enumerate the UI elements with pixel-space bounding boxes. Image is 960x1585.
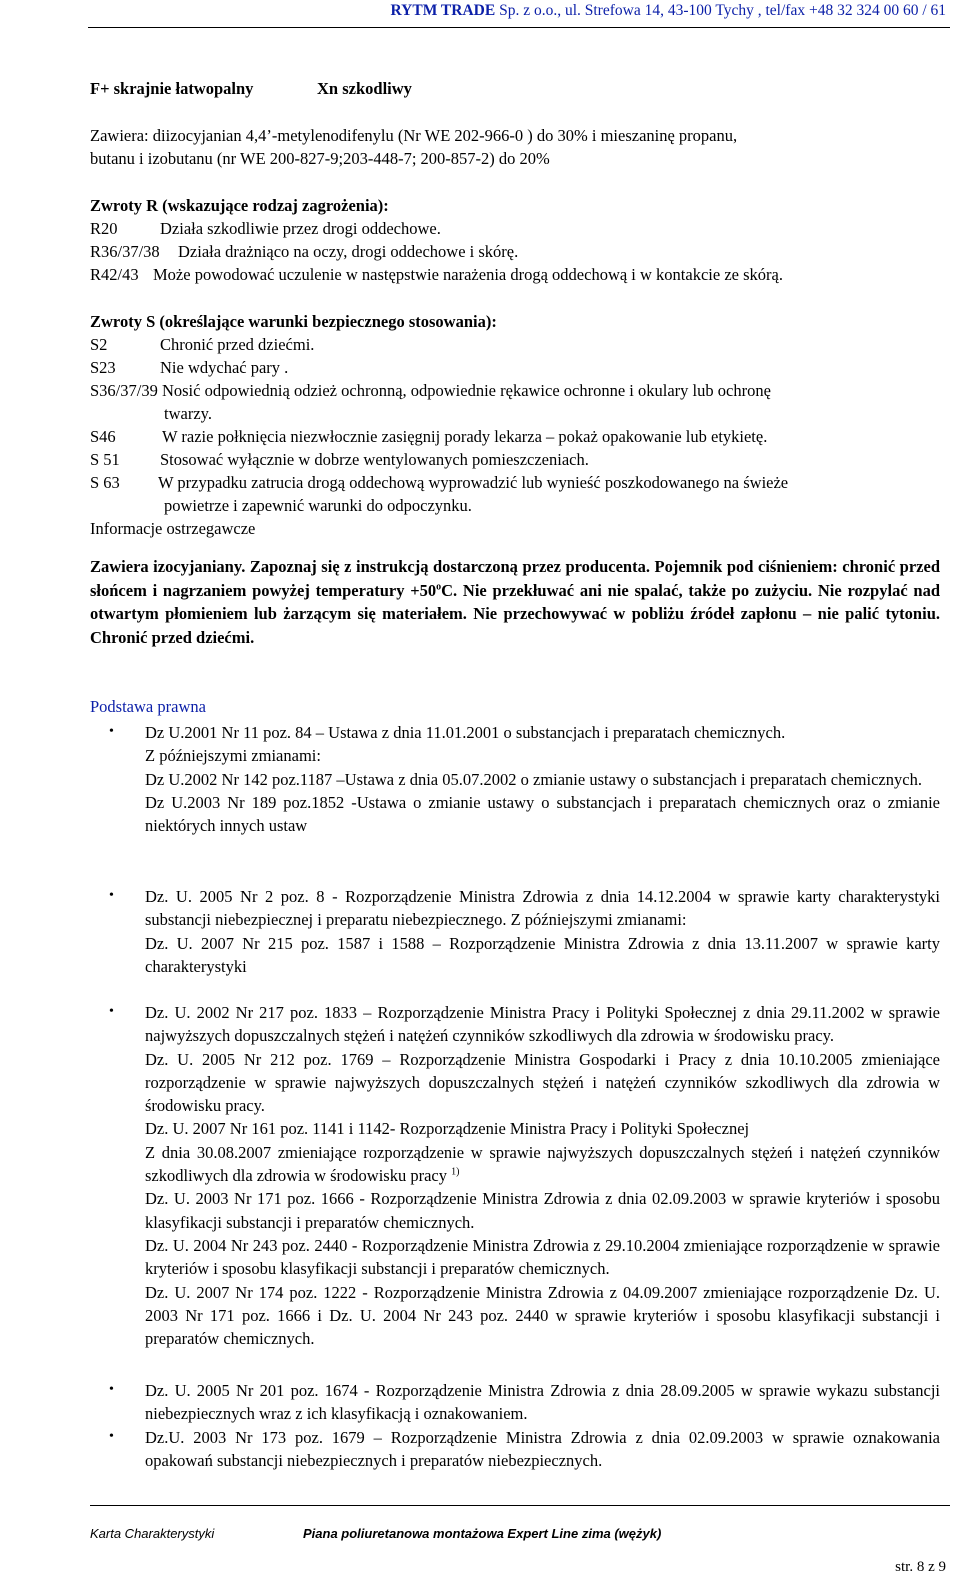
legal-text: Z późniejszymi zmianami: <box>145 746 321 766</box>
legal-item-3 <box>145 1001 940 1350</box>
warning-paragraph <box>90 555 940 649</box>
r-phrase-row <box>90 265 783 285</box>
legal-text: Dz. U. 2007 Nr 215 poz. 1587 i 1588 – Rozporządzenie Ministra Zdrowia z dnia 13.11.2007 w sprawie karty charakterystyki <box>145 933 940 976</box>
warning-heading: Informacje ostrzegawcze <box>90 519 256 538</box>
s-phrase-code: S46 <box>90 427 116 446</box>
legal-item-1 <box>145 721 940 837</box>
footer-product-name: Piana poliuretanowa montażowa Expert Line zima (wężyk) <box>303 1526 662 1541</box>
s-phrase-text: Chronić przed dziećmi. <box>160 335 315 354</box>
page-number: str. 8 z 9 <box>895 1559 946 1575</box>
header-company: RYTM TRADE <box>390 2 496 19</box>
r-phrase-row <box>90 219 441 239</box>
legal-text: Dz. U. 2002 Nr 217 poz. 1833 – Rozporządzenie Ministra Pracy i Polityki Społecznej z dnia 29.11.2002 w sprawie najwyższych dopuszczalnych stężeń i natężeń czynników szkodliwych dla zdrowia w środowisku pracy. <box>145 1003 940 1046</box>
s-phrase-text: Nie wdychać pary . <box>160 358 289 377</box>
s-phrase-text: W przypadku zatrucia drogą oddechową wyprowadzić lub wynieść poszkodowanego na świeże <box>158 473 789 492</box>
bullet-icon: • <box>109 1429 114 1444</box>
s-phrase-row <box>90 473 788 493</box>
s-phrases-heading: Zwroty S (określające warunki bezpiecznego stosowania): <box>90 312 497 331</box>
legal-item-5 <box>145 1426 940 1473</box>
legal-text: Dz. U. 2004 Nr 243 poz. 2440 - Rozporządzenie Ministra Zdrowia z 29.10.2004 zmieniające rozporządzenie w sprawie kryteriów i sposobu klasyfikacji substancji i preparatów chemicznych. <box>145 1235 940 1279</box>
s-phrase-text: W razie połknięcia niezwłocznie zasięgnij porady lekarza – pokaż opakowanie lub etykietę. <box>162 427 768 446</box>
header-address: Sp. z o.o., ul. Strefowa 14, 43-100 Tychy , tel/fax +48 32 324 00 60 / 61 <box>499 2 946 19</box>
r-phrase-text: Działa szkodliwie przez drogi oddechowe. <box>160 219 441 238</box>
legal-text: Z dnia 30.08.2007 zmieniające rozporządzenie w sprawie najwyższych dopuszczalnych stężeń i natężeń czynników szkodliwych dla zdrowia w środowisku pracy <box>145 1142 940 1186</box>
contains-line-2: butanu i izobutanu (nr WE 200-827-9;203-448-7; 200-857-2) do 20% <box>90 149 550 168</box>
legal-item-2 <box>145 885 940 978</box>
contains-line-1: Zawiera: diizocyjanian 4,4’-metylenodifenylu (Nr WE 202-966-0 ) do 30% i mieszaninę propanu, <box>90 126 738 145</box>
legal-heading: Podstawa prawna <box>90 697 206 716</box>
bullet-icon: • <box>109 1382 114 1397</box>
footer-doc-type: Karta Charakterystyki <box>90 1526 215 1541</box>
s-phrase-text: Stosować wyłącznie w dobrze wentylowanych pomieszczeniach. <box>160 450 589 469</box>
s-phrase-row <box>90 358 288 378</box>
legal-text: Dz U.2002 Nr 142 poz.1187 –Ustawa z dnia 05.07.2002 o zmianie ustawy o substancjach i preparatach chemicznych. <box>145 769 922 789</box>
r-phrase-row <box>90 242 518 262</box>
s-phrase-s36-line-1: S36/37/39 Nosić odpowiednią odzież ochronną, odpowiednie rękawice ochronne i okulary lub ochronę <box>90 381 771 400</box>
footer-divider <box>90 1505 950 1506</box>
bullet-icon: • <box>109 888 114 903</box>
hazard-xn: Xn szkodliwy <box>317 79 412 98</box>
page-header <box>391 2 946 20</box>
legal-text: Dz. U. 2003 Nr 171 poz. 1666 - Rozporządzenie Ministra Zdrowia z dnia 02.09.2003 w sprawie kryteriów i sposobu klasyfikacji substancji i preparatów chemicznych. <box>145 1189 940 1232</box>
header-divider <box>88 27 950 28</box>
bullet-icon: • <box>109 724 114 739</box>
legal-text: Dz. U. 2005 Nr 212 poz. 1769 – Rozporządzenie Ministra Gospodarki i Pracy z dnia 10.10.2005 zmieniające rozporządzenie w sprawie najwyższych dopuszczalnych stężeń i natężeń czynników szkodliwych dla zdrowia w środowisku pracy. <box>145 1049 940 1116</box>
s-phrase-row <box>90 427 767 447</box>
legal-text: Dz. U. 2007 Nr 161 poz. 1141 i 1142- Rozporządzenie Ministra Pracy i Polityki Społecznej <box>145 1119 750 1139</box>
s-phrase-row <box>90 335 314 355</box>
legal-text: Dz U.2003 Nr 189 poz.1852 -Ustawa o zmianie ustawy o substancjach i preparatach chemicznych oraz o zmianie niektórych innych ustaw <box>145 792 940 836</box>
legal-item-4 <box>145 1379 940 1426</box>
warning-text-part-1: Zawiera izocyjaniany. Zapoznaj się z instrukcją dostarczoną przez producenta. Pojemnik pod ciśnieniem: chronić przed słońcem i nagrzaniem powyżej temperatury +50 <box>90 557 940 600</box>
r-phrase-text: Może powodować uczulenie w następstwie narażenia drogą oddechową i w kontakcie ze skórą. <box>153 265 783 284</box>
legal-text: Dz. U. 2005 Nr 201 poz. 1674 - Rozporządzenie Ministra Zdrowia z dnia 28.09.2005 w sprawie wykazu substancji niebezpiecznych wraz z ich klasyfikacją i oznakowaniem. <box>145 1381 940 1424</box>
s-phrase-code: S 63 <box>90 473 120 492</box>
s-phrase-row <box>90 450 589 470</box>
r-phrase-code: R20 <box>90 219 118 238</box>
s-phrase-code: S2 <box>90 335 108 354</box>
warning-text-part-2: C. Nie przekłuwać ani nie spalać, także po zużyciu. Nie rozpylać nad otwartym płomieniem lub żarzącym się materiałem. Nie przechowywać w pobliżu źródeł zapłonu – nie palić tytoniu. Chronić przed dziećmi. <box>90 580 941 647</box>
hazard-f-plus: F+ skrajnie łatwopalny <box>90 79 254 98</box>
s-phrase-code: S23 <box>90 358 116 377</box>
s-phrase-s63-line-2: powietrze i zapewnić warunki do odpoczynku. <box>164 496 472 515</box>
bullet-icon: • <box>109 1004 114 1019</box>
legal-text: Dz. U. 2007 Nr 174 poz. 1222 - Rozporządzenie Ministra Zdrowia z 04.09.2007 zmieniające rozporządzenie Dz. U. 2003 Nr 171 poz. 1666 i Dz. U. 2004 Nr 243 poz. 2440 w sprawie kryteriów i sposobu klasyfikacji substancji i preparatów chemicznych. <box>145 1282 940 1349</box>
degree-superscript: o <box>436 581 442 592</box>
legal-text: Dz.U. 2003 Nr 173 poz. 1679 – Rozporządzenie Ministra Zdrowia z dnia 02.09.2003 w sprawie oznakowania opakowań substancji niebezpiecznych i preparatów niebezpiecznych. <box>145 1428 940 1471</box>
r-phrase-code: R42/43 <box>90 265 139 284</box>
footnote-superscript: 1) <box>451 1166 460 1178</box>
legal-text: Dz U.2001 Nr 11 poz. 84 – Ustawa z dnia 11.01.2001 o substancjach i preparatach chemicznych. <box>145 723 786 742</box>
legal-text: Dz. U. 2005 Nr 2 poz. 8 - Rozporządzenie Ministra Zdrowia z dnia 14.12.2004 w sprawie karty charakterystyki substancji niebezpiecznej i preparatu niebezpiecznego. Z późniejszymi zmianami: <box>145 887 940 930</box>
r-phrase-text: Działa drażniąco na oczy, drogi oddechowe i skórę. <box>178 242 519 261</box>
s-phrase-s36-line-2: twarzy. <box>164 404 212 423</box>
r-phrases-heading: Zwroty R (wskazujące rodzaj zagrożenia): <box>90 196 389 215</box>
r-phrase-code: R36/37/38 <box>90 242 160 261</box>
s-phrase-code: S 51 <box>90 450 120 469</box>
